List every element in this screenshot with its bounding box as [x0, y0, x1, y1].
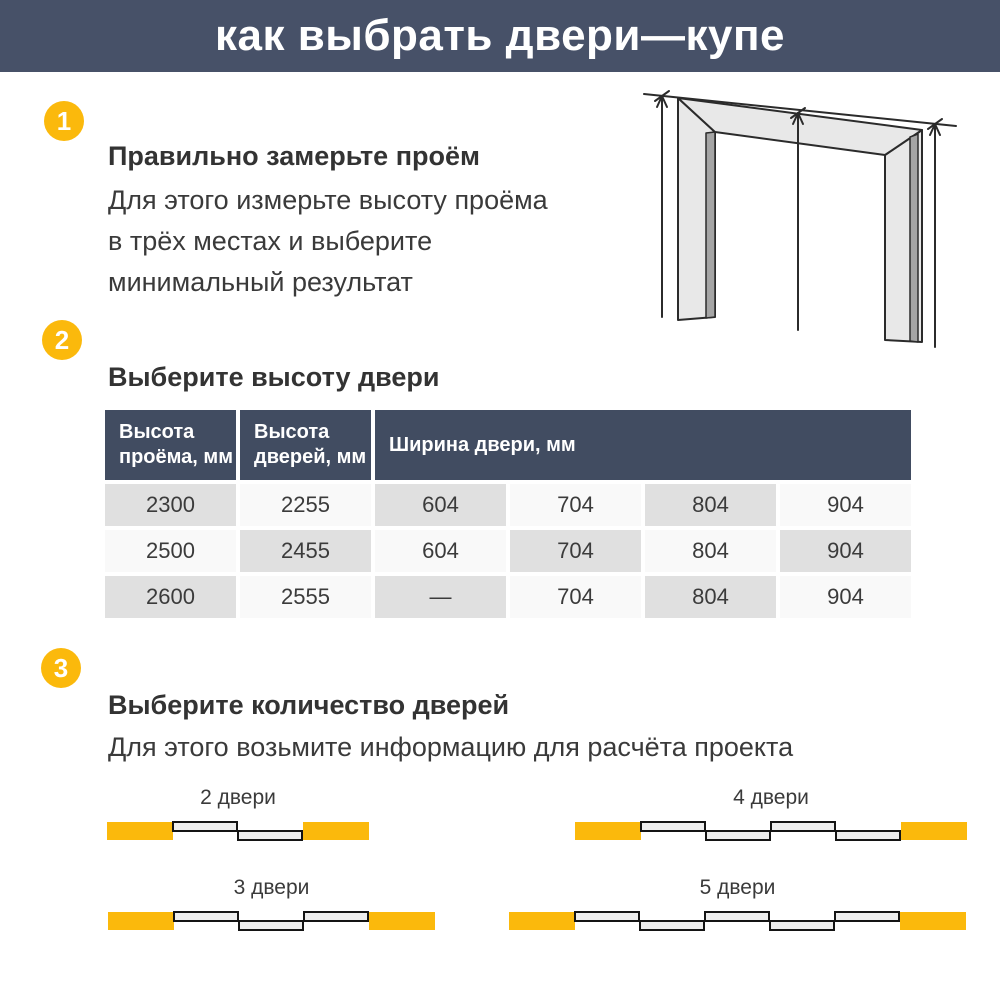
col-header-door-width: Ширина двери, мм [375, 410, 911, 480]
page-title: как выбрать двери—купе [214, 11, 786, 60]
table-cell: 904 [780, 484, 911, 526]
step-1-badge: 1 [44, 101, 84, 141]
door-panel [834, 911, 900, 922]
table-cell: 604 [375, 530, 506, 572]
size-table-body [105, 484, 911, 618]
left-jamb-depth-strip [706, 132, 715, 318]
table-cell: 704 [510, 484, 641, 526]
door-diagram-4-label: 4 двери [733, 786, 809, 809]
step-3-text-line: Для этого возьмите информацию для расчёта проекта [108, 732, 794, 762]
table-cell: 2600 [105, 576, 236, 618]
measure-arrow-right-icon [928, 119, 942, 347]
door-panel [770, 821, 836, 832]
right-jamb-depth-strip [910, 134, 918, 342]
door-panel [574, 911, 640, 922]
step-1-text-line: Для этого измерьте высоту проёма [108, 185, 548, 215]
door-panel [835, 830, 901, 841]
door-panel [639, 920, 705, 931]
col-header-opening-height: Высота проёма, мм [105, 410, 236, 480]
table-cell: 2455 [240, 530, 371, 572]
door-panel [640, 821, 706, 832]
door-panel [173, 911, 239, 922]
door-diagram-4 [575, 786, 967, 840]
wall-segment [107, 822, 173, 840]
door-opening-diagram [640, 80, 1000, 350]
door-panel [172, 821, 238, 832]
col-header-door-height: Высота дверей, мм [240, 410, 371, 480]
table-cell: 704 [510, 530, 641, 572]
step-1-heading: Правильно замерьте проём [108, 141, 480, 171]
wall-segment [108, 912, 174, 930]
door-panel [704, 911, 770, 922]
wall-segment [575, 822, 641, 840]
door-diagram-3-track [108, 912, 435, 930]
door-panel [769, 920, 835, 931]
table-cell: 804 [645, 484, 776, 526]
table-cell: — [375, 576, 506, 618]
table-cell: 804 [645, 530, 776, 572]
door-diagram-5 [509, 876, 966, 930]
size-table-header [105, 410, 911, 480]
door-panel [705, 830, 771, 841]
step-3-text [108, 727, 793, 768]
door-diagram-3-label: 3 двери [233, 876, 310, 899]
wall-segment [901, 822, 967, 840]
door-diagram-2-track [107, 822, 369, 840]
wall-segment [369, 912, 435, 930]
door-diagram-3 [108, 876, 435, 930]
table-cell: 2255 [240, 484, 371, 526]
wall-segment [900, 912, 966, 930]
step-2-badge: 2 [42, 320, 82, 360]
wall-segment [303, 822, 369, 840]
door-diagram-4-track [575, 822, 967, 840]
table-cell: 904 [780, 576, 911, 618]
door-diagram-5-track [509, 912, 966, 930]
table-cell: 904 [780, 530, 911, 572]
door-diagram-5-label: 5 двери [699, 876, 776, 899]
table-cell: 2555 [240, 576, 371, 618]
door-diagram-2-label: 2 двери [200, 786, 276, 809]
door-panel [303, 911, 369, 922]
table-cell: 2500 [105, 530, 236, 572]
page-header [0, 0, 1000, 72]
table-cell: 2300 [105, 484, 236, 526]
measure-arrow-left-icon [655, 91, 669, 317]
door-panel [237, 830, 303, 841]
step-1-text-line: в трёх местах и выберите [108, 226, 433, 256]
step-3-badge: 3 [41, 648, 81, 688]
door-panel [238, 920, 304, 931]
table-cell: 804 [645, 576, 776, 618]
step-3-heading: Выберите количество дверей [108, 690, 510, 720]
step-2-heading: Выберите высоту двери [108, 362, 440, 392]
step-1-text-line: минимальный результат [108, 267, 413, 297]
size-table [105, 410, 911, 618]
table-cell: 604 [375, 484, 506, 526]
door-diagram-2 [107, 786, 369, 840]
table-cell: 704 [510, 576, 641, 618]
wall-segment [509, 912, 575, 930]
step-1-text [108, 180, 548, 303]
